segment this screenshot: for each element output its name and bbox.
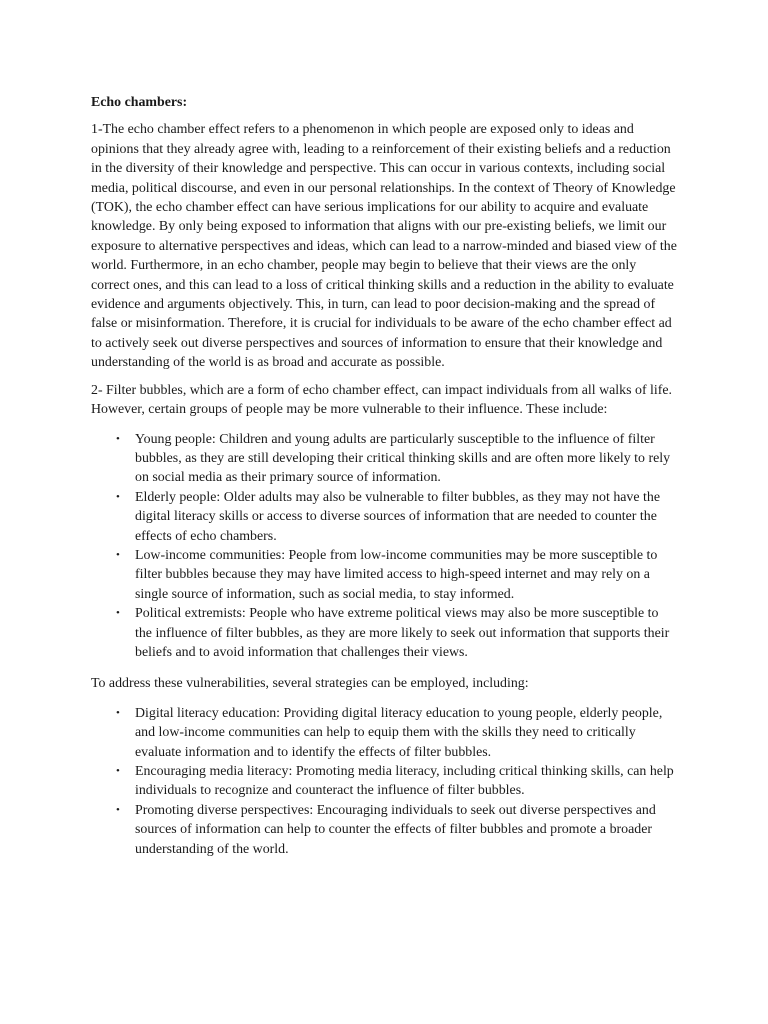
list-item-text: Young people: Children and young adults are particularly susceptible to the influence of filter bubbles, as they are still developing their critical thinking skills and are often more likely to rely on social media as their primary source of information. — [135, 431, 671, 486]
bullet-icon: • — [116, 706, 120, 719]
list-item — [91, 604, 678, 662]
paragraph-strategies-intro: To address these vulnerabilities, several strategies can be employed, including: — [91, 676, 529, 692]
list-item — [91, 762, 678, 801]
list-item-text: Low-income communities: People from low-income communities may be more susceptible to filter bubbles because they may have limited access to high-speed internet and may rely on a single source of information, such as social media, to stay informed. — [135, 547, 658, 602]
paragraph-echo-chamber-definition: 1-The echo chamber effect refers to a phenomenon in which people are exposed only to ideas and opinions that they already agree with, leading to a reinforcement of their existing beliefs and a reduction in the diversity of their knowledge and perspective. This can occur in various contexts, including social media, political discourse, and even in our personal relationships. In the context of Theory of Knowledge (TOK), the echo chamber effect can have serious implications for our ability to acquire and evaluate knowledge. By only being exposed to information that aligns with our pre-existing beliefs, we limit our exposure to alternative perspectives and ideas, which can lead to a narrow-minded and biased view of the world. Furthermore, in an echo chamber, people may begin to believe that their views are the only correct ones, and this can lead to a loss of critical thinking skills and a reduction in the ability to evaluate evidence and arguments objectively. This, in turn, can lead to poor decision-making and the spread of false or misinformation. Therefore, it is crucial for individuals to be aware of the echo chamber effect ad to actively seek out diverse perspectives and sources of information to ensure that their knowledge and understanding of the world is as broad and accurate as possible. — [91, 122, 677, 371]
bullet-icon: • — [116, 765, 120, 777]
list-item-text: Digital literacy education: Providing digital literacy education to young people, elderly people, and low-income communities can help to equip them with the skills they need to critically evaluate information and to identify the effects of filter bubbles. — [135, 705, 663, 760]
document-heading: Echo chambers: — [91, 95, 188, 110]
vulnerable-groups-list — [91, 430, 678, 663]
list-item-text: Political extremists: People who have extreme political views may also be more susceptible to the influence of filter bubbles, as they are more likely to seek out information that supports their beliefs and to avoid information that challenges their views. — [135, 606, 670, 660]
list-item-text: Encouraging media literacy: Promoting media literacy, including critical thinking skills, can help individuals to recognize and counteract the influence of filter bubbles. — [135, 764, 674, 799]
list-item — [91, 801, 678, 859]
list-item — [91, 488, 678, 546]
list-item — [91, 430, 678, 488]
list-item-text: Elderly people: Older adults may also be vulnerable to filter bubbles, as they may not have the digital literacy skills or access to diverse sources of information that are needed to counter the effects of echo chambers. — [135, 489, 660, 544]
list-item-text: Promoting diverse perspectives: Encouraging individuals to seek out diverse perspectives and sources of information can help to counter the effects of filter bubbles and promote a broader understanding of the world. — [135, 802, 656, 857]
list-item — [91, 546, 678, 604]
strategies-list — [91, 704, 678, 859]
bullet-icon: • — [116, 432, 120, 445]
bullet-icon: • — [116, 548, 120, 561]
bullet-icon: • — [116, 803, 120, 816]
paragraph-filter-bubbles-intro: 2- Filter bubbles, which are a form of echo chamber effect, can impact individuals from all walks of life. However, certain groups of people may be more vulnerable to their influence. These include: — [91, 382, 673, 418]
bullet-icon: • — [116, 490, 120, 503]
bullet-icon: • — [116, 607, 120, 620]
list-item — [91, 704, 678, 762]
